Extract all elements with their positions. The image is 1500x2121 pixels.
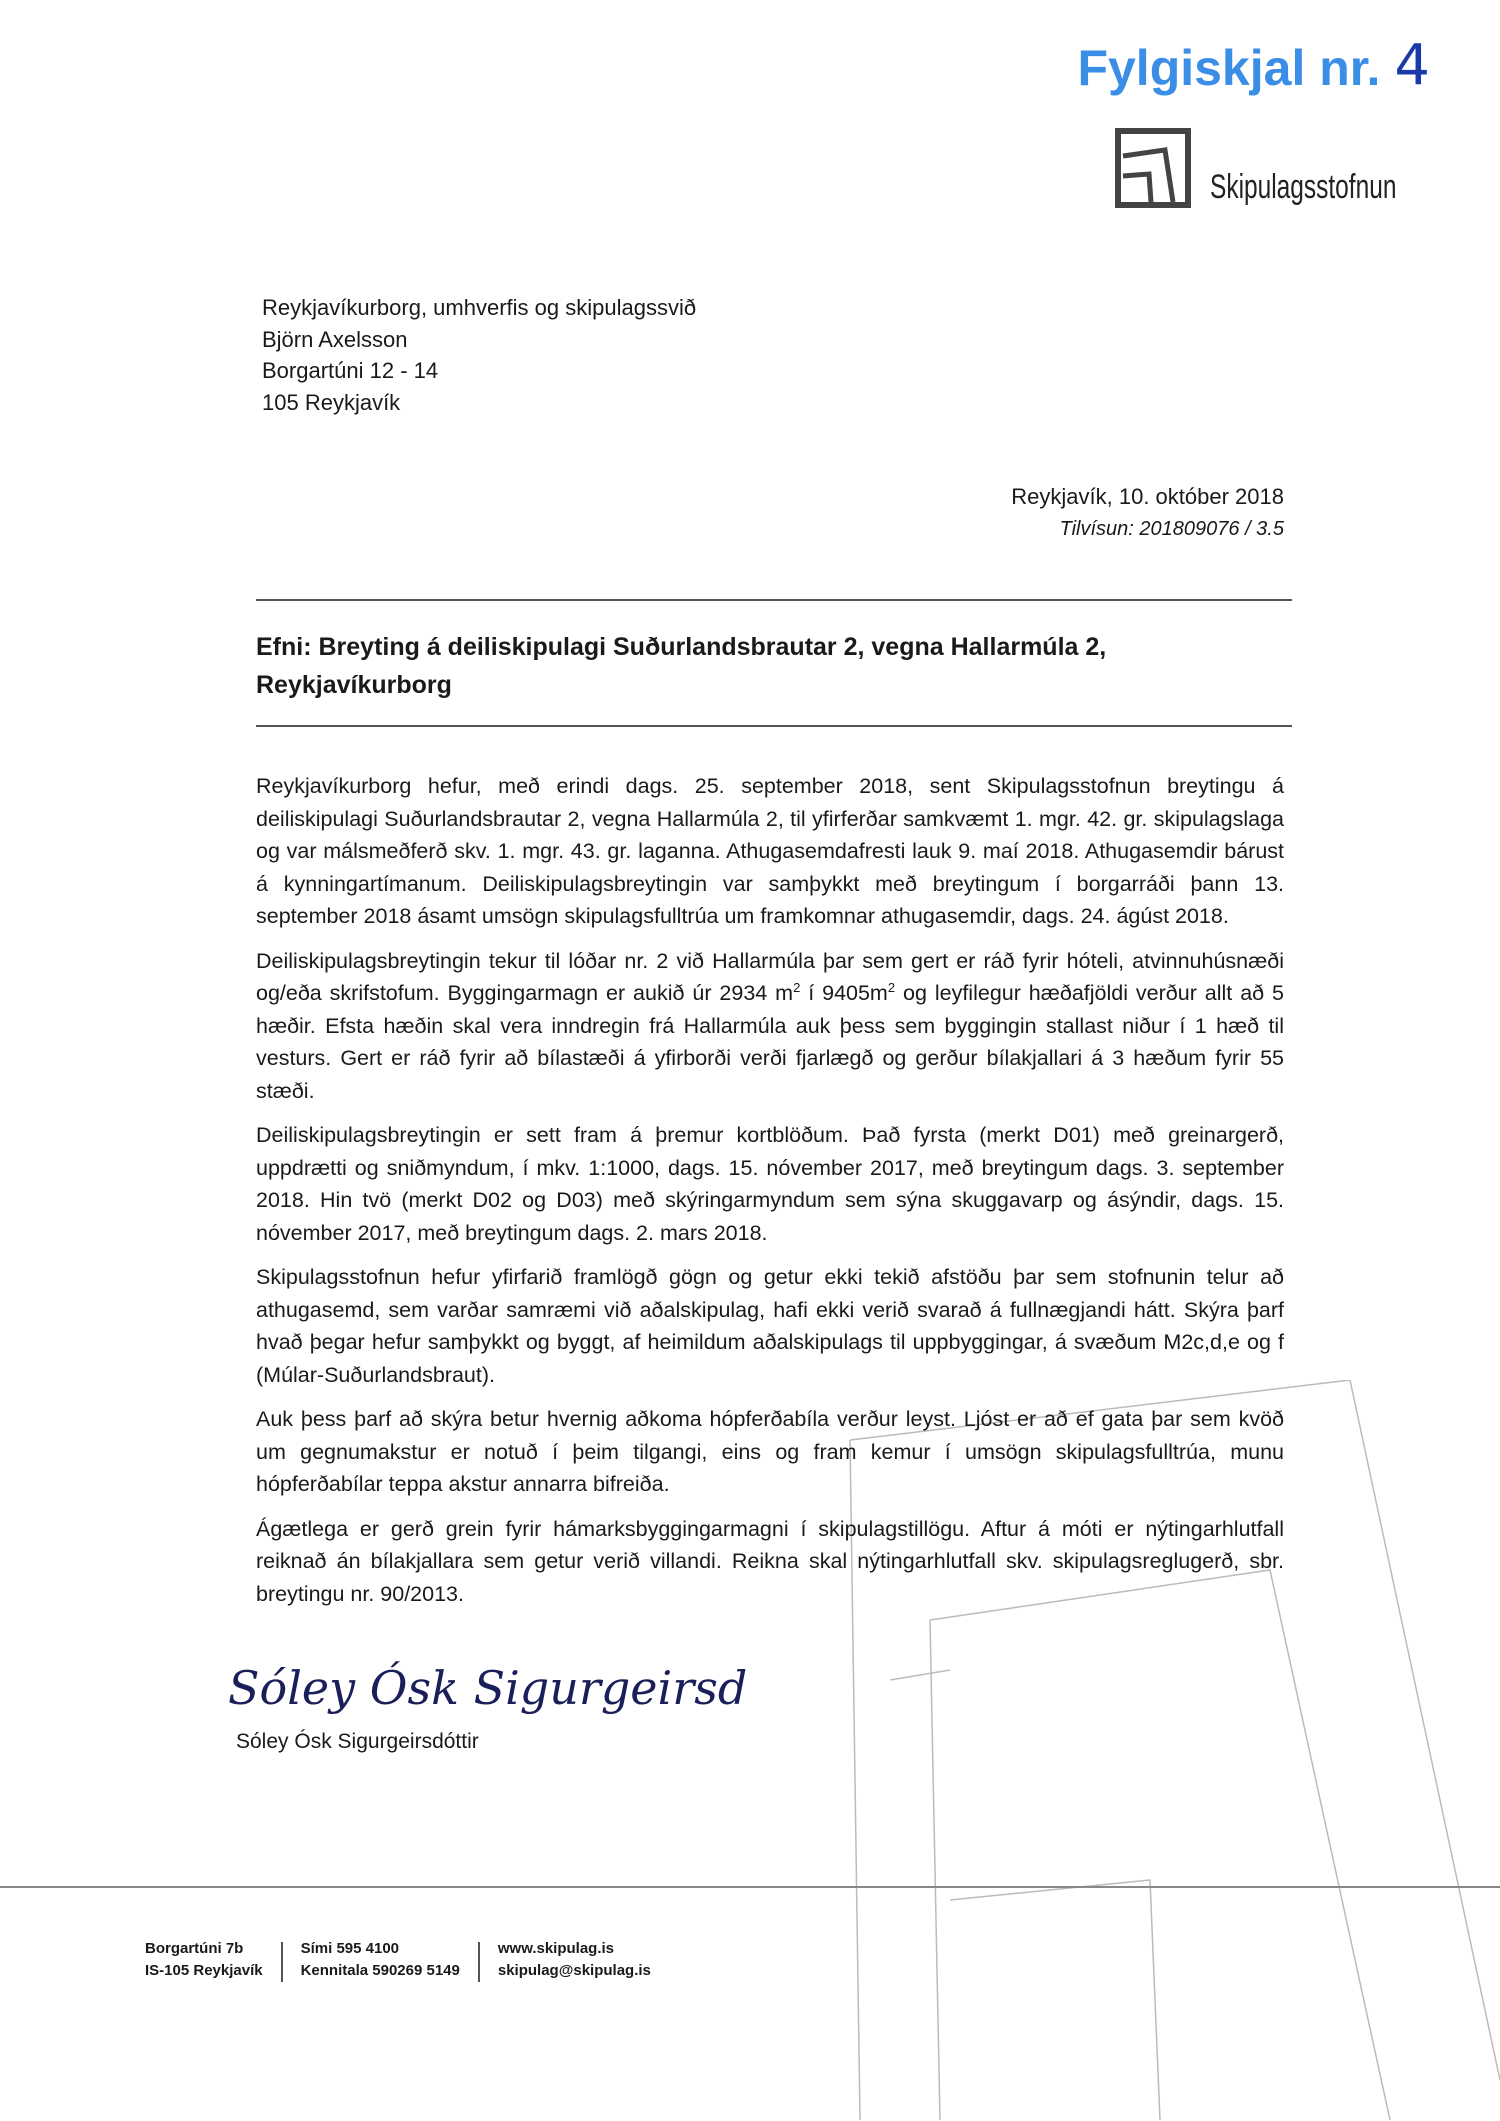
organization-name: Skipulagsstofnun — [1210, 168, 1397, 206]
recipient-line: Reykjavíkurborg, umhverfis og skipulagssvið — [262, 295, 697, 320]
paragraph: Skipulagsstofnun hefur yfirfarið framlögð gögn og getur ekki tekið afstöðu þar sem stofnunin telur að athugasemd, sem varðar samræmi við aðalskipulag, hafi ekki verið svarað á fullnægjandi hátt. Skýra þarf hvað þegar hefur samþykkt og byggt, af heimildum aðalskipulags til uppbyggingar, á svæðum M2c,d,e og f (Múlar-Suðurlandsbraut). — [256, 1265, 1284, 1387]
recipient-line: Borgartúni 12 - 14 — [262, 358, 439, 383]
footer — [127, 1938, 669, 1982]
paragraph: Ágætlega er gerð grein fyrir hámarksbyggingarmagni í skipulagstillögu. Aftur á móti er nýtingarhlutfall reiknað án bílakjallara sem getur verið villandi. Reikna skal nýtingarhlutfall skv. skipulagsreglugerð, sbr. breytingu nr. 90/2013. — [256, 1516, 1284, 1606]
footer-address-line: Borgartúni 7b — [145, 1940, 244, 1957]
recipient-line: 105 Reykjavík — [262, 389, 401, 415]
signatory-name: Sóley Ósk Sigurgeirsdóttir — [236, 1730, 479, 1753]
footer-web — [480, 1938, 669, 1982]
footer-kennitala: Kennitala 590269 5149 — [300, 1962, 460, 1979]
divider — [256, 725, 1292, 727]
attachment-number: 4 — [1394, 33, 1430, 98]
handwritten-signature: Sóley Ósk Sigurgeirsd — [228, 1661, 748, 1715]
attachment-stamp-group — [1077, 33, 1430, 100]
superscript: 2 — [793, 979, 801, 995]
recipient-line: Björn Axelsson — [262, 326, 408, 352]
paragraph-text: í 9405m — [800, 981, 888, 1005]
footer-address — [127, 1938, 281, 1982]
footer-contact — [283, 1938, 478, 1982]
superscript: 2 — [887, 979, 896, 995]
footer-website-link[interactable]: www.skipulag.is — [497, 1940, 615, 1957]
paragraph — [256, 945, 1284, 1108]
skipulagsstofnun-logo-icon — [1115, 128, 1191, 208]
footer-phone: Sími 595 4100 — [300, 1940, 400, 1957]
footer-divider — [0, 1886, 1500, 1888]
letter-date: Reykjavík, 10. október 2018 — [1011, 484, 1284, 509]
paragraph: Deiliskipulagsbreytingin er sett fram á þremur kortblöðum. Það fyrsta (merkt D01) með greinargerð, uppdrætti og sniðmyndum, í mkv. 1:1000, dags. 15. nóvember 2017, með breytingum dags. 3. september 2018. Hin tvö (merkt D02 og D03) með skýringarmyndum sem sýna skuggavarp og ásýndir, dags. 15. nóvember 2017, með breytingum dags. 2. mars 2018. — [256, 1123, 1284, 1245]
reference-number: Tilvísun: 201809076 / 3.5 — [1059, 518, 1284, 540]
divider — [256, 599, 1292, 601]
attachment-stamp: Fylgiskjal nr. — [1077, 40, 1381, 96]
letter-body — [228, 770, 1284, 1756]
paragraph: Auk þess þarf að skýra betur hvernig aðkoma hópferðabíla verður leyst. Ljóst er að ef gata þar sem kvöð um gegnumakstur er notuð í þeim tilgangi, eins og fram kemur í umsögn skipulagsfulltrúa, munu hópferðabílar teppa akstur annarra bifreiða. — [256, 1407, 1284, 1496]
dateline — [1011, 480, 1284, 546]
paragraph: Reykjavíkurborg hefur, með erindi dags. 25. september 2018, sent Skipulagsstofnun breytingu á deiliskipulagi Suðurlandsbrautar 2, vegna Hallarmúla 2, til yfirferðar samkvæmt 1. mgr. 42. gr. skipulagslaga og var málsmeðferð skv. 1. mgr. 43. gr. laganna. Athugasemdafresti lauk 9. maí 2018. Athugasemdir bárust á kynningartímanum. Deiliskipulagsbreytingin var samþykkt með breytingum í borgarráði þann 13. september 2018 ásamt umsögn skipulagsfulltrúa um framkomnar athugasemdir, dags. 24. ágúst 2018. — [256, 774, 1284, 928]
signature-block — [228, 1660, 1284, 1756]
footer-email-link[interactable]: skipulag@skipulag.is — [497, 1962, 651, 1979]
recipient-address — [262, 292, 696, 418]
subject-heading: Efni: Breyting á deiliskipulagi Suðurlandsbrautar 2, vegna Hallarmúla 2, Reykjavíkurborg — [256, 633, 1107, 699]
paragraph-text: og leyfilegur hæðafjöldi verður allt að 5 hæðir. Efsta hæðin skal vera inndregin frá Hallarmúla auk þess sem byggingin stallast niður í 1 hæð til vesturs. Gert er ráð fyrir að bílastæði á yfirborði verði fjarlægð og gerður bílakjallari á 3 hæðum fyrir 55 stæði. — [256, 981, 1284, 1103]
paragraph-text: Deiliskipulagsbreytingin tekur til lóðar nr. 2 við Hallarmúla þar sem gert er ráð fyrir hóteli, atvinnuhúsnæði og/eða skrifstofum. Byggingarmagn er aukið úr 2934 m — [256, 948, 1284, 1005]
footer-address-line: IS-105 Reykjavík — [145, 1962, 263, 1979]
